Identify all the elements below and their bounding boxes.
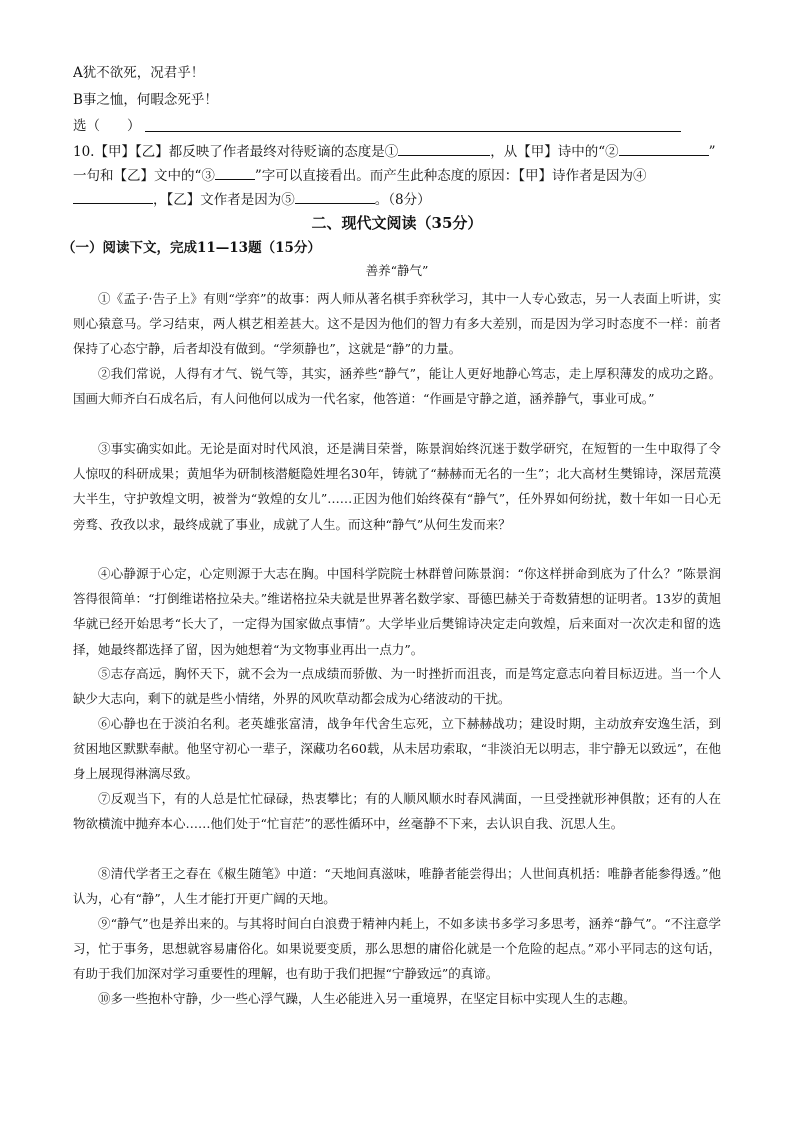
paragraph-7: ⑦反观当下，有的人总是忙忙碌碌，热衷攀比；有的人顺风顺水时春风满面，一旦受挫就形神俱散；还有的人在物欲横流中抛弃本心……他们处于“忙盲茫”的恶性循环中，丝毫静不下来，去认识自我、沉思人生。 <box>73 791 721 832</box>
paragraph-1: ①《孟子·告子上》有则“学弈”的故事：两人师从著名棋手弈秋学习，其中一人专心致志，另一人表面上听讲，实则心猿意马。学习结束，两人棋艺相差甚大。这不是因为他们的智力有多大差别，而是因为学习时态度不一样：前者保持了心态宁静，后者却没有做到。“学须静也”，这就是“静”的力量。 <box>73 291 721 357</box>
paragraph-5: ⑤志存高远，胸怀天下，就不会为一点成绩而骄傲、为一时挫折而沮丧，而是笃定意志向着目标迈进。当一个人缺少大志向，剩下的就是些小情绪，外界的风吹草动都会成为心绪波动的干扰。 <box>73 666 721 707</box>
question-10-line-1 <box>73 141 733 162</box>
paragraph-4: ④心静源于心定，心定则源于大志在胸。中国科学院院士林群曾问陈景润：“你这样拼命到底为了什么？”陈景润答得很简单：“打倒维诺格拉朵夫。”维诺格拉朵夫就是世界著名数学家、哥德巴赫关于奇数猜想的证明者。13岁的黄旭华就已经开始思考“长大了，一定得为国家做点事情”。大学毕业后樊锦诗决定走向敦煌，后来面对一次次走和留的选择，她最终都选择了留，因为她想着“为文物事业再出一点力”。 <box>73 566 721 657</box>
q10-text-1: 10.【甲】【乙】都反映了作者最终对待贬谪的态度是① <box>73 144 399 160</box>
option-b: B事之恤，何暇念死乎！ <box>73 92 218 108</box>
q10-text-7: 。（8分） <box>374 192 431 208</box>
blank-3[interactable] <box>215 165 255 180</box>
article-title: 善养“静气” <box>365 263 429 278</box>
blank-4[interactable] <box>73 189 153 204</box>
paragraph-2: ②我们常说，人得有才气、锐气等，其实，涵养些“静气”，能让人更好地静心笃志，走上厚积薄发的成功之路。国画大师齐白石成名后，有人问他何以成为一代名家，他答道：“作画是守静之道，涵养静气，事业可成。” <box>73 366 721 407</box>
sub-section-title: （一）阅读下文，完成11—13题（15分） <box>62 240 321 256</box>
option-a: A犹不欲死，况君乎！ <box>73 65 205 81</box>
answer-blank-line[interactable] <box>145 131 681 132</box>
q10-text-2: ，从【甲】诗中的“② <box>490 144 619 160</box>
paragraph-10: ⑩多一些抱朴守静，少一些心浮气躁，人生必能进入另一重境界，在坚定目标中实现人生的志趣。 <box>98 991 636 1006</box>
q10-text-3: ” <box>708 144 716 160</box>
q10-text-6: ，【乙】文作者是因为⑤ <box>153 192 295 208</box>
choose-label: 选（ ） <box>73 118 141 134</box>
q10-text-4: 一句和【乙】文中的“③ <box>73 168 215 184</box>
question-10-line-2 <box>73 165 733 186</box>
section-title: 二、现代文阅读（35分） <box>311 214 483 232</box>
paragraph-3: ③事实确实如此。无论是面对时代风浪，还是满目荣誉，陈景润始终沉迷于数学研究，在短暂的一生中取得了令人惊叹的科研成果；黄旭华为研制核潜艇隐姓埋名30年，铸就了“赫赫而无名的一生”；北大高材生樊锦诗，深居荒漠大半生，守护敦煌文明，被誉为“敦煌的女儿”……正因为他们始终葆有“静气”，任外界如何纷扰，数十年如一日心无旁骛、孜孜以求，最终成就了事业，成就了人生。而这种“静气”从何生发而来？ <box>73 441 721 532</box>
question-10-line-3 <box>73 189 733 210</box>
paragraph-9: ⑨“静气”也是养出来的。与其将时间白白浪费于精神内耗上，不如多读书多学习多思考，涵养“静气”。“不注意学习，忙于事务，思想就容易庸俗化。如果说要变质，那么思想的庸俗化就是一个危险的起点。”邓小平同志的这句话，有助于我们加深对学习重要性的理解，也有助于我们把握“宁静致远”的真谛。 <box>73 916 721 982</box>
blank-5[interactable] <box>295 189 375 204</box>
blank-2[interactable] <box>619 141 709 156</box>
paragraph-8: ⑧清代学者王之春在《椒生随笔》中道：“天地间真滋味，唯静者能尝得出；人世间真机括：唯静者能参得透。”他认为，心有“静”，人生才能打开更广阔的天地。 <box>73 866 721 907</box>
paragraph-6: ⑥心静也在于淡泊名利。老英雄张富清，战争年代舍生忘死，立下赫赫战功；建设时期，主动放弃安逸生活，到贫困地区默默奉献。他坚守初心一辈子，深藏功名60载，从未居功索取，“非淡泊无以明志，非宁静无以致远”，在他身上展现得淋漓尽致。 <box>73 716 721 782</box>
blank-1[interactable] <box>398 141 490 156</box>
q10-text-5: ”字可以直接看出。而产生此种态度的原因：【甲】诗作者是因为④ <box>254 168 647 184</box>
